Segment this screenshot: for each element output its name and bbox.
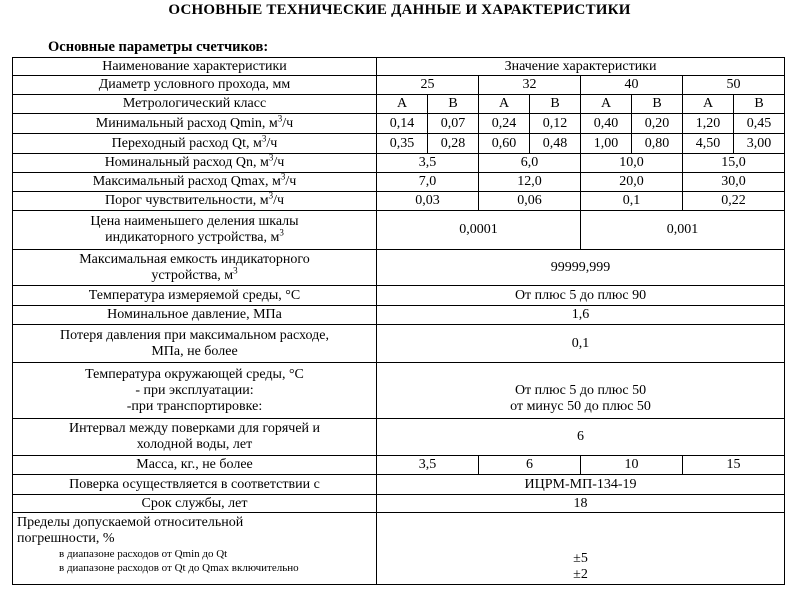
sensitivity-label: Порог чувствительности, $м^3/ч$	[13, 192, 377, 211]
qmin-value: 0,14	[377, 114, 428, 134]
qt-value: 0,35	[377, 134, 428, 154]
table-row	[13, 286, 785, 306]
qt-value: 1,00	[581, 134, 632, 154]
diameter-label: Диаметр условного прохода, мм	[13, 76, 377, 95]
sensitivity-value: 0,06	[479, 192, 581, 211]
mass-value: 6	[479, 456, 581, 475]
qmax-value: 20,0	[581, 173, 683, 192]
qt-value: 0,80	[632, 134, 683, 154]
verification-label: Поверка осуществляется в соответствии с	[13, 475, 377, 495]
header-value: Значение характеристики	[377, 58, 785, 76]
diameter-value: 40	[581, 76, 683, 95]
qmax-value: 30,0	[683, 173, 785, 192]
mass-label: Масса, кг., не более	[13, 456, 377, 475]
metro-class-label: Метрологический класс	[13, 95, 377, 114]
metro-class-value: A	[683, 95, 734, 114]
error-limits-sub2: в диапазоне расходов от Qt до Qmax включительно	[59, 562, 299, 574]
qn-value: 10,0	[581, 154, 683, 173]
medium-temp-value: От плюс 5 до плюс 90	[377, 286, 785, 306]
qn-label: Номинальный расход Qn, $м^3/ч$	[13, 154, 377, 173]
specs-table	[12, 57, 785, 585]
qt-value: 4,50	[683, 134, 734, 154]
division-value: 0,0001	[377, 211, 581, 250]
interval-value: 6	[377, 419, 785, 456]
table-header-row	[13, 58, 785, 76]
error-limits-value	[377, 513, 785, 585]
qmax-label: Максимальный расход Qmax, $м^3/ч$	[13, 173, 377, 192]
division-label: Цена наименьшего деления шкалы индикаторного устройства, $м^3$	[13, 211, 377, 250]
qt-value: 0,28	[428, 134, 479, 154]
error-limits-value2: ±2	[573, 567, 588, 582]
nominal-pressure-label: Номинальное давление, МПа	[13, 306, 377, 325]
metro-class-value: A	[581, 95, 632, 114]
table-row	[13, 475, 785, 495]
qt-value: 3,00	[734, 134, 785, 154]
table-row	[13, 134, 785, 154]
table-row	[13, 173, 785, 192]
service-life-label: Срок службы, лет	[13, 495, 377, 513]
table-row	[13, 513, 785, 585]
service-life-value: 18	[377, 495, 785, 513]
header-name: Наименование характеристики	[13, 58, 377, 76]
error-limits-label: Пределы допускаемой относительной погрешности, % в диапазоне расходов от Qmin до Qt в диапазоне расходов от Qt до Qmax включительно	[13, 513, 377, 585]
qt-value: 0,48	[530, 134, 581, 154]
diameter-value: 25	[377, 76, 479, 95]
metro-class-value: B	[530, 95, 581, 114]
ambient-temp-label: Температура окружающей среды, °С - при эксплуатации: -при транспортировке:	[13, 363, 377, 419]
qmin-value: 0,24	[479, 114, 530, 134]
error-limits-value1: ±5	[573, 551, 588, 566]
table-row	[13, 76, 785, 95]
page-title: ОСНОВНЫЕ ТЕХНИЧЕСКИЕ ДАННЫЕ И ХАРАКТЕРИСТИКИ	[168, 2, 631, 18]
section-subtitle: Основные параметры счетчиков:	[48, 39, 269, 55]
qn-value: 3,5	[377, 154, 479, 173]
table-row	[13, 495, 785, 513]
qmin-value: 1,20	[683, 114, 734, 134]
metro-class-value: A	[479, 95, 530, 114]
qmax-value: 12,0	[479, 173, 581, 192]
ambient-temp-value: От плюс 5 до плюс 50 от минус 50 до плюс 50	[377, 363, 785, 419]
table-row	[13, 192, 785, 211]
error-limits-sub1: в диапазоне расходов от Qmin до Qt	[59, 548, 228, 560]
table-row	[13, 306, 785, 325]
capacity-label: Максимальная емкость индикаторного устройства, $м^3$	[13, 250, 377, 286]
table-row	[13, 419, 785, 456]
mass-value: 15	[683, 456, 785, 475]
qn-value: 15,0	[683, 154, 785, 173]
metro-class-value: B	[632, 95, 683, 114]
table-row	[13, 114, 785, 134]
table-row	[13, 363, 785, 419]
nominal-pressure-value: 1,6	[377, 306, 785, 325]
qmin-value: 0,20	[632, 114, 683, 134]
pressure-loss-label: Потеря давления при максимальном расходе, МПа, не более	[13, 325, 377, 363]
qmax-value: 7,0	[377, 173, 479, 192]
table-row	[13, 211, 785, 250]
qmin-value: 0,40	[581, 114, 632, 134]
table-row	[13, 456, 785, 475]
pressure-loss-value: 0,1	[377, 325, 785, 363]
mass-value: 3,5	[377, 456, 479, 475]
qt-label: Переходный расход Qt, $м^3/ч$	[13, 134, 377, 154]
table-row	[13, 95, 785, 114]
table-row	[13, 250, 785, 286]
qmin-value: 0,12	[530, 114, 581, 134]
diameter-value: 50	[683, 76, 785, 95]
metro-class-value: A	[377, 95, 428, 114]
verification-value: ИЦРМ-МП-134-19	[377, 475, 785, 495]
capacity-value: 99999,999	[377, 250, 785, 286]
qmin-label: Минимальный расход Qmin, $м^3/ч$	[13, 114, 377, 134]
sensitivity-value: 0,22	[683, 192, 785, 211]
qt-value: 0,60	[479, 134, 530, 154]
sensitivity-value: 0,1	[581, 192, 683, 211]
table-row	[13, 325, 785, 363]
interval-label: Интервал между поверками для горячей и холодной воды, лет	[13, 419, 377, 456]
qmin-value: 0,07	[428, 114, 479, 134]
diameter-value: 32	[479, 76, 581, 95]
mass-value: 10	[581, 456, 683, 475]
sensitivity-value: 0,03	[377, 192, 479, 211]
medium-temp-label: Температура измеряемой среды, °С	[13, 286, 377, 306]
metro-class-value: B	[734, 95, 785, 114]
qmin-value: 0,45	[734, 114, 785, 134]
division-value: 0,001	[581, 211, 785, 250]
metro-class-value: B	[428, 95, 479, 114]
qn-value: 6,0	[479, 154, 581, 173]
table-row	[13, 154, 785, 173]
